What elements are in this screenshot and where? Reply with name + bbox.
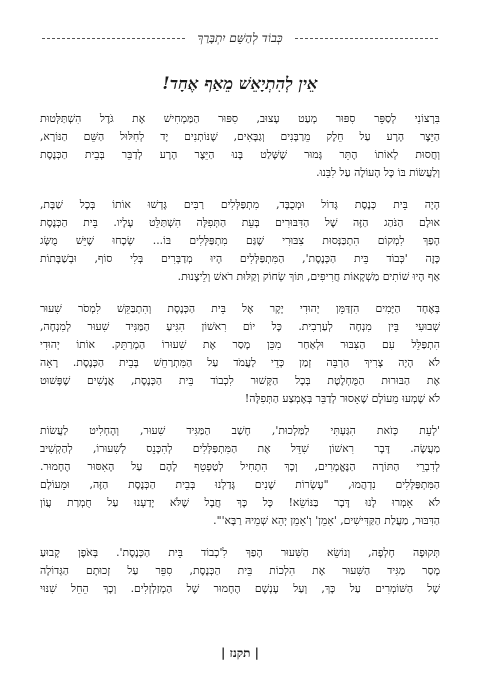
text-line: שְׁבוּעִי בֵּין מִנְחָה לְעַרְבִית. כָּל יוֹם רִאשׁוֹן הִגִּיעַ הַמַּגִּיד שִׁעוּר לְמִנְחָה, — [40, 320, 440, 333]
text-line: 'לְעֵת כְּזֹאת הִגַּעְתִּי לַמַּלְכוּת', חָשַׁב הַמַּגִּיד שִׁעוּר, וְהֶחְלִיט לַעֲשׂוֹת — [40, 424, 440, 437]
paragraph — [40, 544, 440, 598]
page-number: | תקנז | — [220, 646, 260, 660]
paragraph — [40, 422, 440, 530]
text-line: אוּלָם הַנֹּהַג הַזֶּה שֶׁל הַדִּבּוּרִים בְּעֵת הַתְּפִלָּה הִשְׁתַּלֵּט עָלָיו. בֵּית הַכְּנֶסֶת — [40, 216, 440, 229]
text-line: אַף הָיוּ שׁוֹתִים מַשְׁקָאוֹת חֲרִיפִים, תּוֹךְ שְׂחוֹק וְקַלּוּת רֹאשׁ וְלֵיצָנוּת. — [177, 270, 440, 283]
text-line: שֶׁל הַשּׁוֹמְרִים עַל כָּךְ, וְעַל עָנְשָׁם הֶחָמוּר שֶׁל הַמְזַלְזְלִים. וְכָךְ הֵחֵל שִׁנּוּי — [40, 582, 440, 595]
text-line: הָיָה בֵּית כְּנֶסֶת גָּדוֹל וּמְכֻבָּד, מִתְפַּלְּלִים רַבִּים גָּדְשׁוּ אוֹתוֹ בְּכָל שַׁבָּת, — [40, 198, 440, 211]
text-line: הַדִּבּוּר, מַעֲלַת הַקַּדִּישִׁים, 'אָמֵן' וְ'אָמֵן יְהֵא שְׁמֵיהּ רַבָּא'". — [213, 514, 440, 527]
text-line: תְּקוּפָה חָלְפָה, וְנוֹשֵׂא הַשִּׁעוּר הָפַךְ לִ'כְבוֹד בֵּית הַכְּנֶסֶת'. בְּאֹפֶן קָבוּעַ — [40, 546, 440, 559]
text-line: מָסַר מַגִּיד הַשִּׁעוּר אֶת הִלְכוֹת בֵּית הַכְּנֶסֶת, סִפֵּר עַל זְכוּתָם הַגְּדוֹלָה — [40, 564, 440, 577]
text-line: לְדִבְרֵי הַתּוֹרָה הַנֶּאֱמָרִים, וְכָךְ הִתְחִיל לְטַפְטֵף לָהֶם עַל הָאִסּוּר הֶחָמוּר. — [40, 460, 440, 473]
text-line: הַיֵּצֶר הָרָע עַל חֵלֶק מֵרַבָּנִים וְגַבָּאִים, שֶׁנּוֹתְנִים יָד לְחִלּוּל הַשֵּׁם הַנּוֹרָא, — [40, 130, 440, 143]
text-line: הָפַךְ לִמְקוֹם הִתְכַּנְּסוּת צִבּוּרִי שֶׁגַּם מִתְפַּלְּלִים בּוֹ... שְׂכָחוּ שֶׁיֵּשׁ מֻשָּׂג — [40, 234, 440, 247]
running-header — [42, 30, 438, 46]
body-text — [40, 110, 440, 612]
text-line: הַמִּתְפַּלְּלִים נִדְהֲמוּ, "עֶשְׂרוֹת שָׁנִים גָּדַלְנוּ בְּבֵית הַכְּנֶסֶת הַזֶּה, וּמֵעוֹלָם — [40, 478, 440, 491]
running-header-text: כְּבוֹד לְהַשֵּׁם יִתְבָּרַךְ — [197, 30, 283, 45]
text-line: מַעֲשֶׂה. דָּבָר רִאשׁוֹן שִׁדֵּל אֶת הַמִּתְפַּלְּלִים לְהִכָּנֵס לְשִׁעוּרוֹ, לְהַקְשִׁיב — [40, 442, 440, 455]
text-line: הִתְפַּלֵּל עִם הַצִּבּוּר וּלְאַחַר מִכֵּן מָסַר אֶת שִׁעוּרוֹ הַמְרַתֵּק. אוֹתוֹ יְהוּדִי — [40, 338, 440, 351]
text-line: כָּזֶה 'כְּבוֹד בֵּית הַכְּנֶסֶת', הַמִּתְפַּלְּלִים הָיוּ מְדַבְּרִים בְּלִי סוֹף, וּבְשַׁבָּתוֹת — [40, 252, 440, 265]
chapter-title: אֵין לְהִתְיָאֵשׁ מֵאַף אֶחָד! — [162, 74, 318, 93]
paragraph — [40, 110, 440, 182]
paragraph — [40, 300, 440, 408]
text-line: וְלַעֲשׂוֹת בּוֹ כָּל הָעוֹלֶה עַל לִבֵּנוּ. — [316, 166, 440, 179]
text-line: וְחֲסוּת לְאוֹתוֹ הֶתֵּר גָּמוּר שֶׁשָּׁלַט בָּנוּ הַיֵּצֶר הָרָע לְדַבֵּר בְּבֵית הַכְּנֶסֶת — [40, 148, 440, 161]
header-rule-left — [42, 38, 185, 39]
paragraph — [40, 196, 440, 286]
text-line: לֹא אָמְרוּ לָנוּ דָּבָר בַּנּוֹשֵׂא! כָּל כָּךְ חֲבָל שֶׁלֹּא יָדַעְנוּ עַל חֻמְרַת עֲוֹן — [40, 496, 440, 509]
header-rule-right — [295, 38, 438, 39]
text-line: לֹא שָׁמְעוּ מֵעוֹלָם שֶׁאָסוּר לְדַבֵּר בְּאֶמְצַע הַתְּפִלָּה! — [244, 392, 440, 405]
text-line: לֹא הָיָה צָרִיךְ הַרְבֵּה זְמַן כְּדֵי לַעֲמֹד עַל הַמִּתְרַחֵשׁ בְּבֵית הַכְּנֶסֶת. רָאָה — [40, 356, 440, 369]
text-line: בִּרְצוֹנִי לְסַפֵּר סִפּוּר מְעַט עָצוּב, סִפּוּר הַמַּמְחִישׁ אֶת גֹּדֶל הִשְׁתַּלְּטוּת — [40, 112, 440, 125]
text-line: אֶת הַבּוּרוּת הַמֻּחְלֶטֶת בְּכָל הַקָּשׁוּר לִכְבוֹד בֵּית הַכְּנֶסֶת, אֲנָשִׁים שֶׁפָּשׁוּט — [40, 374, 440, 387]
text-line: בְּאֶחָד הַיָּמִים הִזְדַּמֵּן יְהוּדִי יָקָר אֶל בֵּית הַכְּנֶסֶת וְהִתְבַּקֵּשׁ לִמְסֹר שִׁעוּר — [40, 302, 440, 315]
